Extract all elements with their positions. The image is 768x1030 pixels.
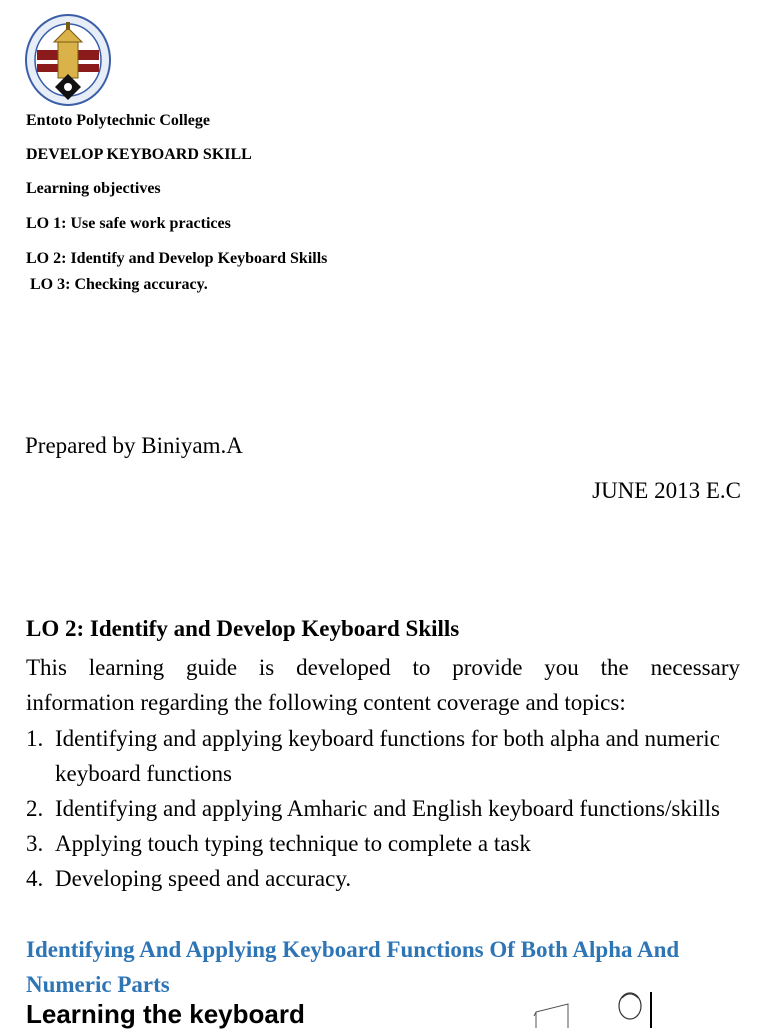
intro-line-2: information regarding the following content coverage and topics: <box>26 690 626 715</box>
list-item: 3. Applying touch typing technique to complete a task <box>26 831 531 856</box>
keyboard-illustration-icon <box>530 988 660 1028</box>
list-item: 4. Developing speed and accuracy. <box>26 866 352 891</box>
topic-list <box>26 721 740 896</box>
objective-lo3: LO 3: Checking accuracy. <box>26 276 208 293</box>
module-title: DEVELOP KEYBOARD SKILL <box>26 146 252 163</box>
objectives-label: Learning objectives <box>26 180 161 197</box>
section-title: LO 2: Identify and Develop Keyboard Skills <box>26 616 460 641</box>
objective-lo2: LO 2: Identify and Develop Keyboard Skills <box>26 250 328 267</box>
objective-lo1: LO 1: Use safe work practices <box>26 215 231 232</box>
list-item: 2. Identifying and applying Amharic and English keyboard functions/skills <box>26 796 720 821</box>
intro-line-1: This learning guide is developed to provide you the necessary <box>26 655 740 680</box>
prepared-by: Prepared by Biniyam.A <box>25 433 243 458</box>
document-date: JUNE 2013 E.C <box>592 478 741 503</box>
list-item: 1. Identifying and applying keyboard functions for both alpha and numeric keyboard functions <box>26 726 720 786</box>
college-seal-logo-icon <box>25 14 111 106</box>
next-heading: Learning the keyboard <box>26 999 305 1029</box>
subheading: Identifying And Applying Keyboard Functions Of Both Alpha And Numeric Parts <box>26 937 680 997</box>
college-name: Entoto Polytechnic College <box>26 112 210 129</box>
